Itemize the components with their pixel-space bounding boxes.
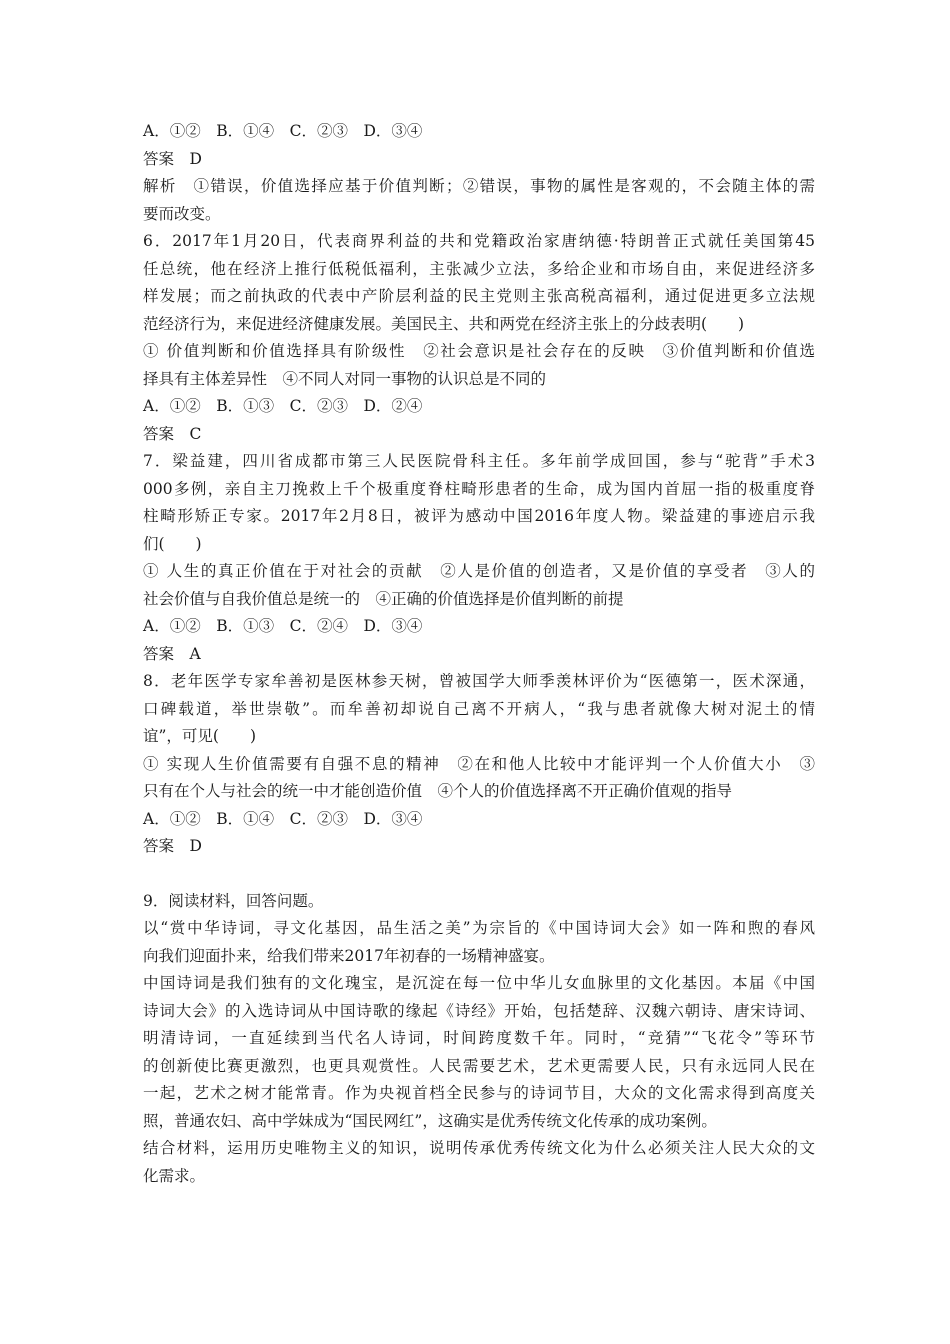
q9-material-line: 中国诗词是我们独有的文化瑰宝，是沉淀在每一位中华儿女血脉里的文化基因。本届《中国 [143, 974, 815, 992]
q7-statement-line: ① 人生的真正价值在于对社会的贡献 ②人是价值的创造者，又是价值的享受者 ③人的 [143, 562, 815, 580]
q5-options: A．①② B．①④ C．②③ D．③④ [143, 122, 423, 140]
section-gap [143, 861, 815, 888]
q9-title: 9．阅读材料，回答问题。 [143, 891, 324, 910]
q6-answer: 答案 C [143, 424, 202, 443]
q6-statement-line: ① 价值判断和价值选择具有阶级性 ②社会意识是社会存在的反映 ③价值判断和价值选 [143, 342, 815, 360]
q7-answer: 答案 A [143, 644, 201, 663]
q6-options: A．①② B．①③ C．②③ D．②④ [143, 397, 423, 415]
q7-options: A．①② B．①③ C．②④ D．③④ [143, 617, 423, 635]
q8-statement-line: 只有在个人与社会的统一中才能创造价值 ④个人的价值选择离不开正确价值观的指导 [143, 782, 733, 800]
q6-stem-line: 任总统，他在经济上推行低税低福利，主张减少立法，多给企业和市场自由，来促进经济多 [143, 259, 815, 278]
q9-question-line: 化需求。 [143, 1166, 206, 1185]
q8-stem-line: 口碑载道，举世崇敬”。而牟善初却说自己离不开病人，“我与患者就像大树对泥土的情 [143, 699, 815, 718]
q9-material-line: 照，普通农妇、高中学妹成为“国民网红”，这确实是优秀传统文化传承的成功案例。 [143, 1111, 717, 1130]
q8-options: A．①② B．①④ C．②③ D．③④ [143, 809, 423, 828]
q7-stem-line: 柱畸形矫正专家。2017年2月8日，被评为感动中国2016年度人物。梁益建的事迹启示我 [143, 507, 815, 525]
q7-stem-line: 7．梁益建，四川省成都市第三人民医院骨科主任。多年前学成回国，参与“驼背”手术3 [143, 452, 815, 470]
q8-answer: 答案 D [143, 837, 202, 855]
q5-analysis-line: 解析 ①错误，价值选择应基于价值判断；②错误，事物的属性是客观的，不会随主体的需 [143, 177, 815, 195]
q6-statement-line: 择具有主体差异性 ④不同人对同一事物的认识总是不同的 [143, 369, 547, 388]
q6-stem-line: 范经济行为，来促进经济健康发展。美国民主、共和两党在经济主张上的分歧表明( ) [143, 314, 745, 333]
q5-answer: 答案 D [143, 149, 202, 168]
q9-material-line: 的创新使比赛更激烈，也更具观赏性。人民需要艺术，艺术更需要人民，只有永远同人民在 [143, 1056, 815, 1075]
document-page [143, 118, 815, 1190]
q5-analysis-line: 要而改变。 [143, 204, 221, 223]
q8-stem-line: 8．老年医学专家牟善初是医林参天树，曾被国学大师季羡林评价为“医德第一，医术深通， [143, 672, 815, 690]
q9-material-line: 诗词大会》的入选诗词从中国诗歌的缘起《诗经》开始，包括楚辞、汉魏六朝诗、唐宋诗词、 [143, 1001, 815, 1020]
q9-material-line: 以“赏中华诗词，寻文化基因，品生活之美”为宗旨的《中国诗词大会》如一阵和煦的春风 [143, 919, 815, 937]
q9-material-line: 明清诗词，一直延续到当代名人诗词，时间跨度数千年。同时，“竞猜”“飞花令”等环节 [143, 1029, 815, 1047]
q6-stem-line: 样发展；而之前执政的代表中产阶层利益的民主党则主张高税高福利，通过促进更多立法规 [143, 287, 815, 305]
q9-material-line: 一起，艺术之树才能常青。作为央视首档全民参与的诗词节目，大众的文化需求得到高度关 [143, 1084, 815, 1102]
q6-stem-line: 6．2017年1月20日，代表商界利益的共和党籍政治家唐纳德·特朗普正式就任美国第45 [143, 232, 815, 250]
q8-stem-line: 谊”，可见( ) [143, 727, 257, 745]
q7-stem-line: 们( ) [143, 534, 202, 553]
q8-statement-line: ① 实现人生价值需要有自强不息的精神 ②在和他人比较中才能评判一个人价值大小 ③ [143, 754, 815, 773]
q9-material-line: 向我们迎面扑来，给我们带来2017年初春的一场精神盛宴。 [143, 946, 555, 965]
q9-question-line: 结合材料，运用历史唯物主义的知识，说明传承优秀传统文化为什么必须关注人民大众的文 [143, 1139, 815, 1157]
q7-statement-line: 社会价值与自我价值总是统一的 ④正确的价值选择是价值判断的前提 [143, 589, 624, 608]
q7-stem-line: 000多例，亲自主刀挽救上千个极重度脊柱畸形患者的生命，成为国内首屈一指的极重度脊 [143, 479, 815, 498]
